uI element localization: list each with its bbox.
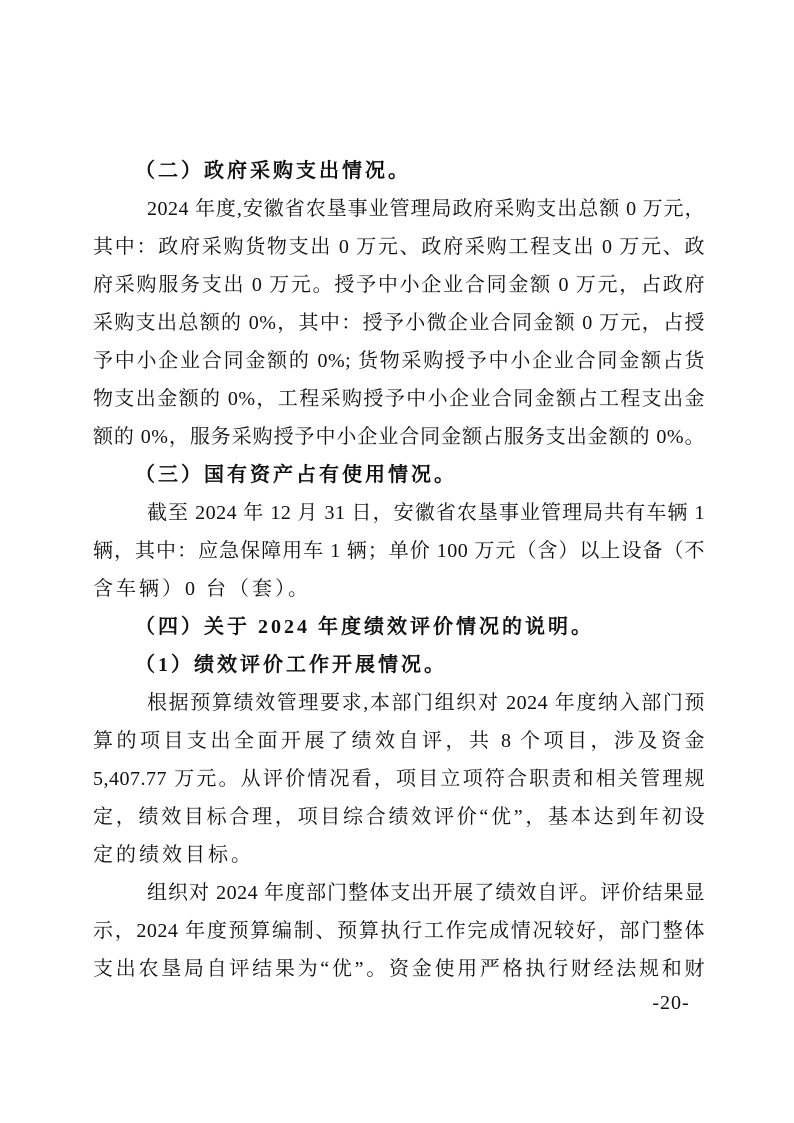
document-body — [93, 152, 705, 988]
text-line: 支出农垦局自评结果为“优”。资金使用严格执行财经法规和财 — [93, 958, 705, 980]
page-number: -20- — [652, 992, 690, 1014]
text-line: 2024 年度,安徽省农垦事业管理局政府采购支出总额 0 万元， — [147, 198, 705, 220]
text-line: 其中：政府采购货物支出 0 万元、政府采购工程支出 0 万元、政 — [93, 236, 705, 258]
text-line: 额的 0%，服务采购授予中小企业合同金额占服务支出金额的 0%。 — [93, 426, 705, 448]
text-line: 予中小企业合同金额的 0%; 货物采购授予中小企业合同金额占货 — [93, 350, 705, 372]
text-line: 算的项目支出全面开展了绩效自评，共 8 个项目，涉及资金 — [93, 730, 705, 752]
text-line: 物支出金额的 0%，工程采购授予中小企业合同金额占工程支出金 — [93, 388, 705, 410]
text-line: 府采购服务支出 0 万元。授予中小企业合同金额 0 万元，占政府 — [93, 274, 705, 296]
text-line: 组织对 2024 年度部门整体支出开展了绩效自评。评价结果显 — [147, 882, 705, 904]
text-line: 5,407.77 万元。从评价情况看，项目立项符合职责和相关管理规 — [93, 768, 705, 790]
heading-state-owned-assets: （三）国有资产占有使用情况。 — [135, 464, 457, 486]
text-line: 定的绩效目标。 — [93, 844, 254, 866]
text-line: 示，2024 年度预算编制、预算执行工作完成情况较好，部门整体 — [93, 920, 705, 942]
heading-gov-procurement-expenditure: （二）政府采购支出情况。 — [135, 160, 411, 182]
text-line: 含车辆）0 台（套）。 — [93, 578, 311, 600]
text-line: 定，绩效目标合理，项目综合绩效评价“优”，基本达到年初设 — [93, 806, 705, 828]
heading-performance-evaluation-work: （1）绩效评价工作开展情况。 — [135, 654, 447, 676]
text-line: 采购支出总额的 0%，其中：授予小微企业合同金额 0 万元，占授 — [93, 312, 705, 334]
text-line: 辆，其中：应急保障用车 1 辆；单价 100 万元（含）以上设备（不 — [93, 540, 705, 562]
heading-performance-evaluation-note: （四）关于 2024 年度绩效评价情况的说明。 — [135, 616, 594, 638]
text-line: 截至 2024 年 12 月 31 日，安徽省农垦事业管理局共有车辆 1 — [147, 502, 705, 524]
text-line: 根据预算绩效管理要求,本部门组织对 2024 年度纳入部门预 — [147, 692, 705, 714]
